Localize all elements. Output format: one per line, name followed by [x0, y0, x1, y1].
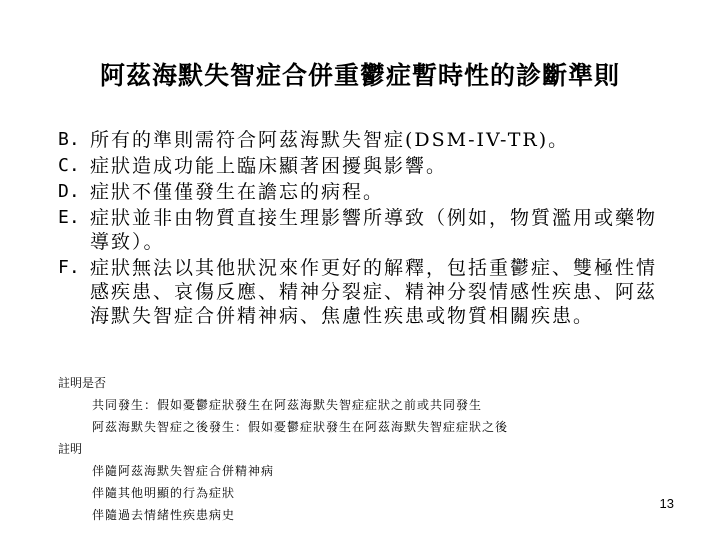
criterion-letter: B. — [58, 129, 80, 150]
note-heading-specify: 註明 — [58, 442, 83, 456]
criterion-letter: C. — [58, 155, 80, 176]
criterion-c — [58, 154, 698, 178]
criterion-letter: E. — [58, 207, 80, 228]
criterion-text: 症狀不僅僅發生在譫忘的病程。 — [90, 181, 385, 203]
note-heading-specify-whether: 註明是否 — [58, 376, 107, 390]
criterion-f — [58, 256, 698, 328]
notes-section — [58, 372, 678, 526]
criterion-text: 症狀並非由物質直接生理影響所導致（例如，物質濫用或藥物導致）。 — [90, 207, 658, 253]
criterion-text: 症狀造成功能上臨床顯著困擾與影響。 — [90, 155, 448, 177]
criterion-text: 症狀無法以其他狀況來作更好的解釋，包括重鬱症、雙極性情感疾患、哀傷反應、精神分裂症、精神分裂情感性疾患、阿茲海默失智症合併精神病、焦慮性疾患或物質相關疾患。 — [90, 257, 658, 327]
criterion-text: 所有的準則需符合阿茲海默失智症(DSM-IV-TR)。 — [90, 129, 570, 151]
criterion-e — [58, 206, 698, 254]
page-number: 13 — [659, 496, 674, 511]
criterion-b — [58, 128, 698, 152]
note-item: 阿茲海默失智症之後發生：假如憂鬱症狀發生在阿茲海默失智症症狀之後 — [92, 420, 509, 434]
note-item: 共同發生：假如憂鬱症狀發生在阿茲海默失智症症狀之前或共同發生 — [92, 398, 483, 412]
criterion-letter: F. — [58, 257, 80, 278]
note-item: 伴隨其他明顯的行為症狀 — [92, 486, 236, 500]
note-item: 伴隨過去情緒性疾患病史 — [92, 508, 236, 522]
criterion-letter: D. — [58, 181, 80, 202]
criterion-d — [58, 180, 698, 204]
slide-title: 阿茲海默失智症合併重鬱症暫時性的診斷準則 — [99, 61, 620, 90]
note-item: 伴隨阿茲海默失智症合併精神病 — [92, 464, 275, 478]
criteria-list — [58, 128, 698, 330]
